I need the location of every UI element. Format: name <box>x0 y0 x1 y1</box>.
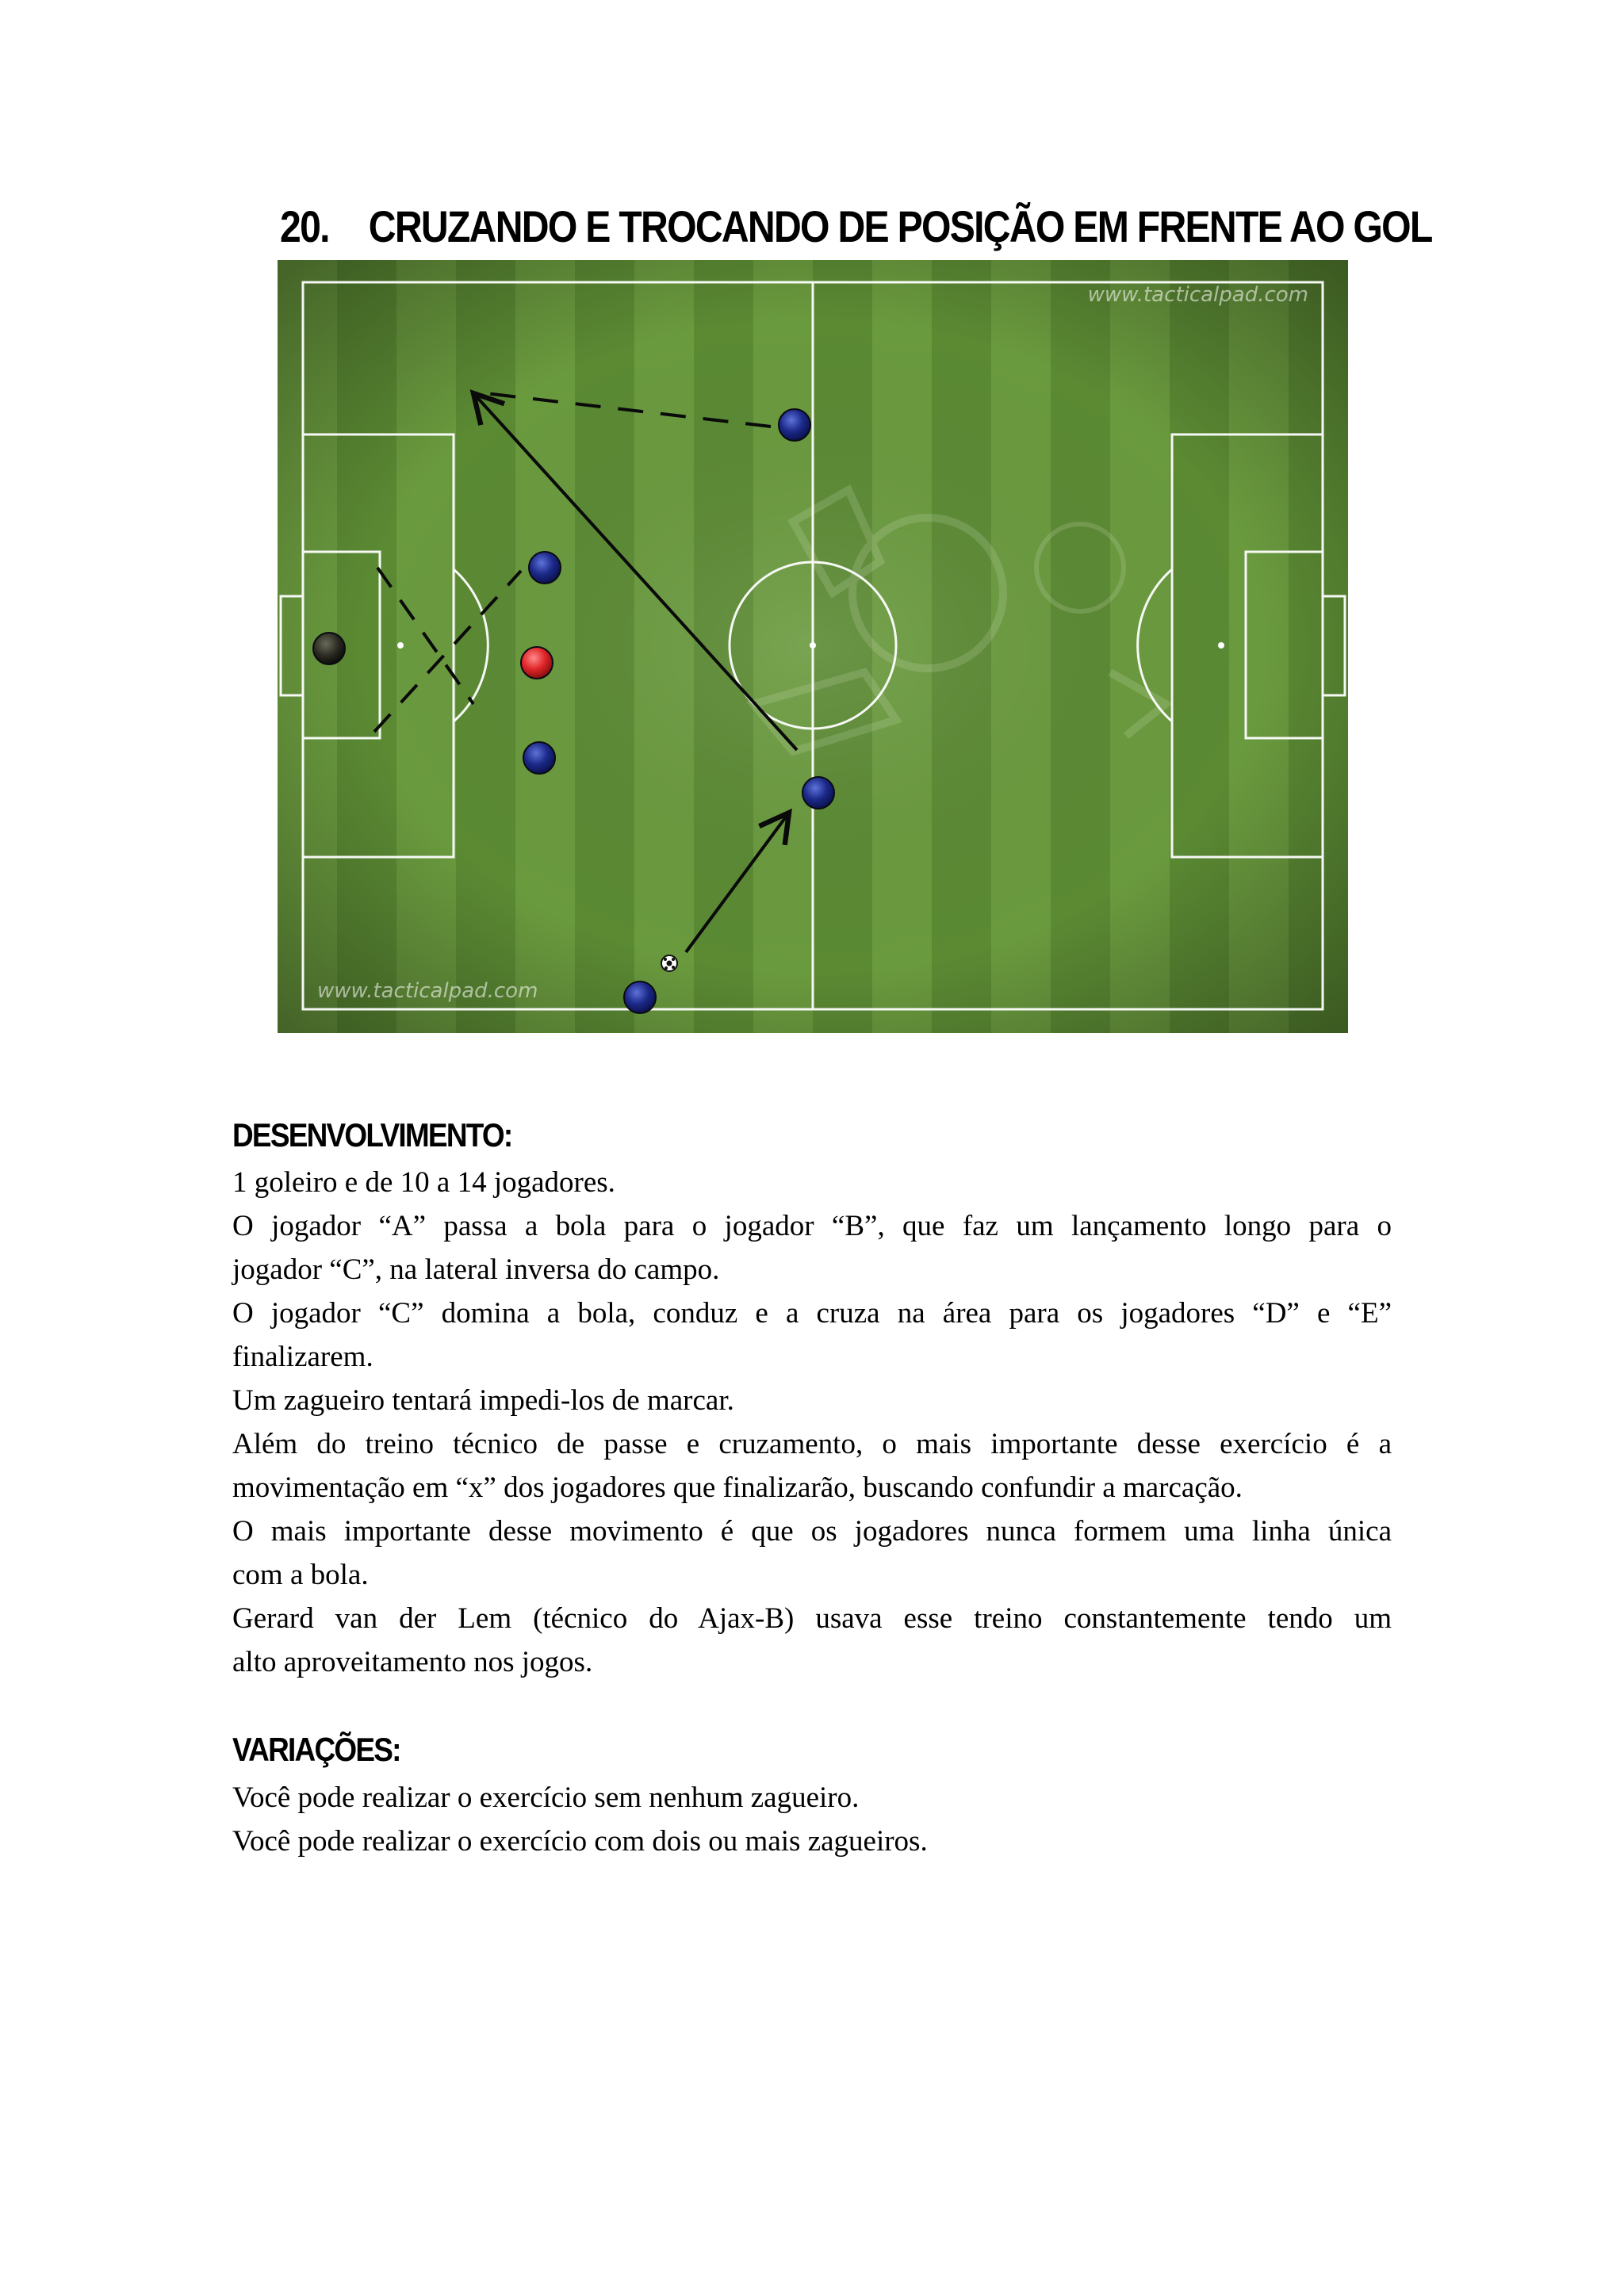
text-line: O mais importante desse movimento é que os jogadores nunca formem uma linha única <box>232 1515 1392 1548</box>
player-c <box>802 777 834 809</box>
development-heading: DESENVOLVIMENTO: <box>232 1116 512 1154</box>
player-b <box>779 409 810 441</box>
development-paragraph <box>232 1204 1392 1292</box>
defender <box>521 647 553 679</box>
text-line: alto aproveitamento nos jogos. <box>232 1646 593 1678</box>
text-line: Um zagueiro tentará impedi-los de marcar. <box>232 1384 734 1417</box>
development-paragraph <box>232 1422 1392 1510</box>
goalkeeper <box>313 633 345 664</box>
text-line: movimentação em “x” dos jogadores que finalizarão, buscando confundir a marcação. <box>232 1471 1243 1504</box>
watermark-top: www.tacticalpad.com <box>1087 283 1308 307</box>
variation-line: Você pode realizar o exercício com dois ou mais zagueiros. <box>232 1825 928 1858</box>
variation-line: Você pode realizar o exercício sem nenhum zagueiro. <box>232 1781 860 1814</box>
exercise-title: CRUZANDO E TROCANDO DE POSIÇÃO EM FRENTE AO GOL <box>368 201 1432 251</box>
development-paragraph <box>232 1597 1392 1684</box>
exercise-number: 20. <box>280 201 329 251</box>
development-paragraph <box>232 1161 1392 1204</box>
development-text <box>232 1161 1392 1684</box>
player-d <box>529 552 561 584</box>
development-paragraph <box>232 1379 1392 1422</box>
text-line: Gerard van der Lem (técnico do Ajax-B) usava esse treino constantemente tendo um <box>232 1602 1392 1635</box>
tactical-diagram <box>278 260 1348 1033</box>
player-a <box>624 982 656 1013</box>
text-line: O jogador “C” domina a bola, conduz e a cruza na área para os jogadores “D” e “E” <box>232 1297 1392 1330</box>
text-line: com a bola. <box>232 1559 369 1591</box>
text-line: O jogador “A” passa a bola para o jogador “B”, que faz um lançamento longo para o <box>232 1210 1392 1242</box>
text-line: finalizarem. <box>232 1341 373 1373</box>
player-e <box>523 742 555 774</box>
text-line: jogador “C”, na lateral inversa do campo. <box>232 1253 720 1286</box>
variations-heading: VARIAÇÕES: <box>232 1731 400 1768</box>
text-line: Além do treino técnico de passe e cruzamento, o mais importante desse exercício é a <box>232 1428 1392 1460</box>
variations-text <box>232 1776 1392 1863</box>
text-line: 1 goleiro e de 10 a 14 jogadores. <box>232 1166 615 1199</box>
page-title <box>280 198 1432 254</box>
development-paragraph <box>232 1510 1392 1597</box>
ball-icon <box>661 955 677 971</box>
development-paragraph <box>232 1292 1392 1379</box>
watermark-bottom: www.tacticalpad.com <box>317 979 538 1003</box>
